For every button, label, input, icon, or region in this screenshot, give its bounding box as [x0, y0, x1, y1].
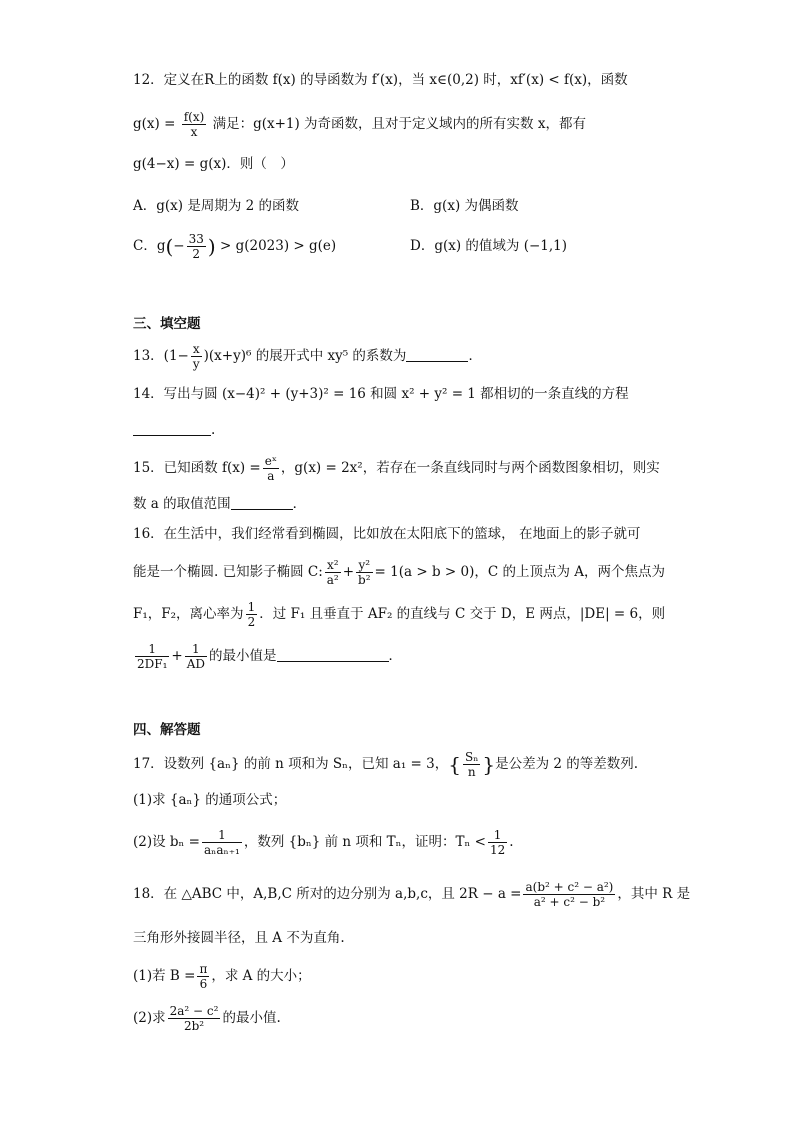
q12-option-c: C．g(− $\frac{33}{2}$ ) > g(2023) > g(e): [133, 232, 337, 261]
q18-part2: (2)求 $\frac{\text{2a² − c²}}{\text{2b²}}$ 的最小值.: [133, 1004, 281, 1033]
q12-g-def: g(x) =: [133, 116, 176, 132]
q18-line2: 三角形外接圆半径，且 A 不为直角.: [133, 930, 345, 946]
q17-part2: (2)设 bₙ = $\frac{1}{\text{aₙaₙ₊₁}}$ ，数列 {bₙ} 前 n 项和 Tₙ，证明：Tₙ < $\frac{1}{12}$ .: [133, 828, 514, 857]
q15-blank[interactable]: [231, 495, 293, 510]
q16-line1: 16．在生活中，我们经常看到椭圆，比如放在太阳底下的篮球， 在地面上的影子就可: [133, 526, 641, 542]
q18-part1: (1)若 B = $\frac{\pi}{6}$ ，求 A 的大小；: [133, 962, 311, 991]
q14-line2: .: [133, 420, 661, 440]
q12-option-a: A．g(x) 是周期为 2 的函数: [133, 198, 300, 214]
q12-condition: 满足：g(x+1) 为奇函数，且对于定义域内的所有实数 x，都有: [212, 116, 586, 132]
q14-blank[interactable]: [133, 421, 211, 436]
q12-line1: 12．定义在R上的函数 f(x) 的导函数为 f′(x)，当 x∈(0,2) 时，xf′(x) < f(x)，函数: [133, 72, 628, 88]
q16-line4: $\frac{1}{\text{2DF₁}}$ + $\frac{1}{AD}$ 的最小值是 ．: [137, 642, 403, 671]
q16-blank[interactable]: [277, 647, 389, 662]
q17-line1: 17．设数列 {aₙ} 的前 n 项和为 Sₙ，已知 a₁ = 3，{ $\frac{\text{Sₙ}}{n}$ }是公差为 2 的等差数列.: [133, 750, 639, 779]
q13-blank[interactable]: [406, 347, 468, 362]
q12-line2: [133, 110, 661, 139]
q12-line3: g(4−x) = g(x)．则（ ）: [133, 156, 294, 172]
q15-line2: 数 a 的取值范围 ．: [133, 496, 307, 512]
q16-line2: 能是一个椭圆. 已知影子椭圆 C: $\frac{\text{x²}}{\text{a²}}$ + $\frac{\text{y²}}{\text{b²}}$ = 1(a > b > 0)，C 的上顶点为 A，两个焦点为: [133, 558, 666, 587]
section-solve-title: 四、解答题: [133, 722, 201, 738]
q15-line1: 15．已知函数 f(x) = $\frac{\text{eˣ}}{a}$ ，g(x) = 2x²，若存在一条直线同时与两个函数图象相切，则实: [133, 454, 660, 483]
q12-option-d: D．g(x) 的值域为 (−1,1): [410, 238, 568, 254]
q17-part1: (1)求 {aₙ} 的通项公式；: [133, 792, 287, 808]
q12-fraction: $\frac{f(x)}{x}$: [183, 110, 205, 139]
section-fill-in-title: 三、填空题: [133, 316, 201, 332]
q14-line1: 14．写出与圆 (x−4)² + (y+3)² = 16 和圆 x² + y² = 1 都相切的一条直线的方程: [133, 386, 629, 402]
q13: 13．(1− $\frac{x}{y}$ )(x+y)⁶ 的展开式中 xy⁵ 的系数为 ．: [133, 342, 482, 371]
q16-line3: F₁，F₂，离心率为 $\frac{1}{2}$ ．过 F₁ 且垂直于 AF₂ 的直线与 C 交于 D，E 两点，|DE| = 6，则: [133, 600, 666, 629]
q12-option-b: B．g(x) 为偶函数: [410, 198, 519, 214]
q18-line1: 18．在 △ABC 中，A,B,C 所对的边分别为 a,b,c，且 2R − a = $\frac{\text{a(b² + c² − a²)}}{\text{a² + c² − b²}}$ ，其中 R 是: [133, 880, 691, 909]
